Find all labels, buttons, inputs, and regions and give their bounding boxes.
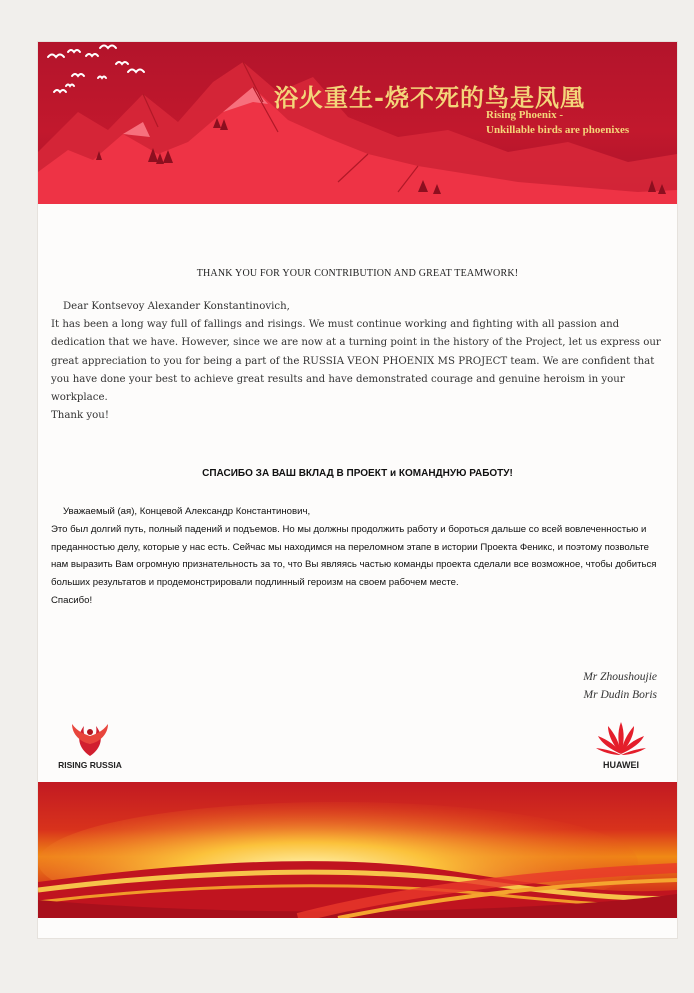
russian-closing: Спасибо! bbox=[51, 594, 93, 606]
english-greeting: Dear Kontsevoy Alexander Konstantinovich, bbox=[63, 301, 290, 312]
header-banner bbox=[38, 42, 677, 204]
phoenix-icon bbox=[50, 718, 130, 760]
footer-banner bbox=[38, 782, 677, 918]
signature-1: Mr Zhoushoujie bbox=[583, 671, 657, 683]
signatures bbox=[583, 668, 657, 704]
english-closing: Thank you! bbox=[51, 410, 109, 422]
banner-chinese-title: 浴火重生-烧不死的鸟是凤凰 bbox=[274, 83, 585, 112]
huawei-flower-icon bbox=[590, 718, 652, 760]
signature-2: Mr Dudin Boris bbox=[583, 689, 657, 701]
russian-heading: СПАСИБО ЗА ВАШ ВКЛАД В ПРОЕКТ и КОМАНДНУЮ РАБОТУ! bbox=[202, 468, 513, 479]
certificate-sheet bbox=[38, 42, 677, 938]
english-heading: THANK YOU FOR YOUR CONTRIBUTION AND GREAT TEAMWORK! bbox=[196, 268, 519, 279]
english-letter bbox=[51, 298, 664, 425]
sunrise-illustration bbox=[38, 782, 677, 918]
russian-greeting: Уважаемый (ая), Концевой Александр Константинович, bbox=[63, 506, 311, 517]
rising-russia-label: RISING RUSSIA bbox=[58, 760, 122, 770]
russian-paragraph: Это был долгий путь, полный падений и подъемов. Но мы должны продолжить работу и бороться дальше со всей вовлеченностью и преданностью делу, которые у нас есть. Сейчас мы находимся на переломном этапе в истории Проекта Феникс, и поэтому позвольте нам выразить Вам огромную признательность за то, что Вы являясь частью команды проекта сделали все возможное, чтобы добиться больших результатов и продемонстрировали подлинный героизм на своем рабочем месте. bbox=[51, 523, 657, 589]
english-paragraph: It has been a long way full of fallings and risings. We must continue working and fighting with all passion and dedication that we have. However, since we are now at a turning point in the history of the Project, let us express our great appreciation to you for being a part of the RUSSIA VEON PHOENIX MS PROJECT team. We are confident that you have done your best to achieve great results and have demonstrated courage and genuine heroism in your workplace. bbox=[51, 319, 661, 404]
banner-english-subtitle: Rising Phoenix - Unkillable birds are phoenixes bbox=[486, 109, 630, 136]
russian-letter bbox=[51, 503, 664, 610]
rising-russia-logo bbox=[50, 718, 120, 778]
huawei-label: HUAWEI bbox=[603, 760, 639, 770]
huawei-logo bbox=[590, 718, 660, 778]
